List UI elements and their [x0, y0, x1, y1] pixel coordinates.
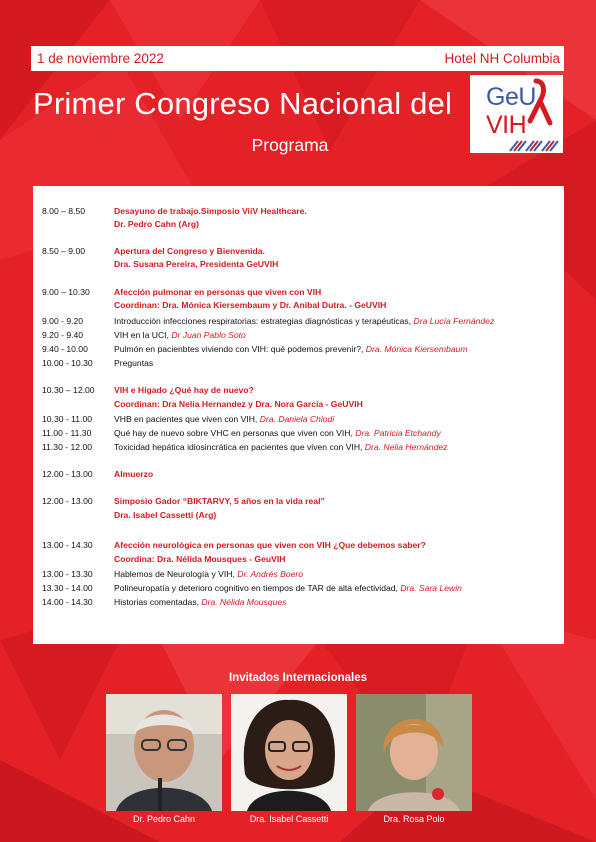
guests-heading: Invitados Internacionales: [228, 672, 368, 684]
program-text-part: VIH en la UCI,: [114, 330, 172, 340]
program-text-part: Dr. Pedro Cahn (Arg): [114, 219, 199, 229]
program-text-part: Qué hay de nuevo sobre VHC en personas que viven con VIH,: [114, 428, 356, 438]
program-row: [42, 469, 153, 479]
program-time: 11.00 - 11.30: [42, 428, 92, 438]
program-time: 12.00 - 13.00: [42, 496, 93, 506]
speaker-name: Dra. Daniela Chiodi: [259, 414, 335, 424]
guest-photo-3: [356, 694, 472, 811]
program-time: 9.40 - 10.00: [42, 344, 88, 354]
program-time: 11.30 - 12.00: [42, 442, 93, 452]
program-text-part: Preguntas: [114, 358, 154, 368]
program-row: [42, 399, 363, 409]
program-text: [114, 569, 303, 579]
guest-photo-1: [106, 694, 222, 811]
portrait-pedro-cahn: [106, 694, 222, 811]
program-text-part: VHB en pacientes que viven con VIH,: [114, 414, 260, 424]
portrait-rosa-polo: [356, 694, 472, 811]
program-text-part: Apertura del Congreso y Bienvenida.: [114, 246, 265, 256]
program-text: [114, 358, 153, 368]
program-time: 13.30 - 14.00: [42, 583, 93, 593]
program-row: [42, 569, 303, 579]
logo-text-bottom: VIH: [486, 111, 527, 139]
program-time: 9.20 - 9.40: [42, 330, 84, 340]
program-row: [42, 554, 285, 564]
program-text: [114, 540, 426, 550]
program-row: [42, 442, 447, 452]
program-time: 9.00 – 10.30: [42, 287, 90, 297]
program-row: [42, 597, 286, 607]
event-title: Primer Congreso Nacional del: [33, 86, 453, 121]
guest-name-3: Dra. Rosa Polo: [383, 814, 445, 824]
program-text-part: Polineuropatía y deterioro cognitivo en tiempos de TAR de alta efectividad,: [114, 583, 401, 593]
program-text: [114, 597, 286, 607]
program-text: [114, 330, 246, 340]
program-row: [42, 330, 246, 340]
program-text-part: Desayuno de trabajo.Simposio ViiV Healthcare.: [114, 206, 307, 216]
speaker-name: Dra Lucía Fernández: [413, 316, 495, 326]
program-text: [114, 399, 363, 409]
program-row: [42, 206, 307, 216]
program-row: [42, 428, 441, 438]
program-time: 10.30 - 11.00: [42, 414, 93, 424]
program-text-part: Afección pulmonar en personas que viven con VIH: [114, 287, 322, 297]
program-row: [42, 414, 334, 424]
program-time: 13.00 - 13.30: [42, 569, 93, 579]
program-text: [114, 385, 254, 395]
program-panel: [33, 186, 564, 644]
program-text-part: Hablemos de Neurología y VIH,: [114, 569, 238, 579]
program-text: [114, 496, 325, 506]
speaker-name: Dr. Andrés Boero: [237, 569, 304, 579]
program-text: [114, 344, 468, 354]
speaker-name: Dra. Sara Lewin: [400, 583, 462, 593]
event-date: 1 de noviembre 2022: [37, 51, 164, 66]
logo-text-top: GeU: [486, 83, 536, 111]
program-time: [42, 259, 114, 269]
program-text-part: Almuerzo: [114, 469, 154, 479]
program-time: [42, 219, 114, 229]
program-text: [114, 259, 278, 269]
program-text-part: Historias comentadas,: [114, 597, 202, 607]
program-text-part: Dra. Isabel Cassetti (Arg): [114, 510, 217, 520]
program-time: 8.50 – 9.00: [42, 246, 86, 256]
guest-name-2: Dra. Isabel Cassetti: [249, 814, 329, 824]
speaker-name: Dra. Patricia Etchandy: [355, 428, 441, 438]
program-text: [114, 414, 334, 424]
program-text: [114, 469, 153, 479]
program-text-part: VIH e Hígado ¿Qué hay de nuevo?: [114, 385, 254, 395]
program-text-part: Pulmón en pacienbtes viviendo con VIH: qué podemos prevenir?,: [114, 344, 366, 354]
program-text: [114, 219, 199, 229]
program-text: [114, 316, 494, 326]
program-row: [42, 510, 216, 520]
program-text: [114, 246, 265, 256]
event-venue: Hotel NH Columbia: [444, 51, 560, 66]
speaker-name: Dra. Nelia Hernández: [364, 442, 448, 452]
program-row: [42, 246, 265, 256]
program-row: [42, 219, 199, 229]
program-text: [114, 287, 321, 297]
program-text: [114, 583, 462, 593]
program-time: [42, 300, 114, 310]
program-row: [42, 583, 462, 593]
program-text-part: Simposio Gador “BIKTARVY, 5 años en la vida real”: [114, 496, 325, 506]
program-text: [114, 442, 447, 452]
speaker-name: Dr Juan Pablo Soto: [171, 330, 246, 340]
program-time: 10.00 - 10.30: [42, 358, 93, 368]
program-row: [42, 496, 325, 506]
program-time: [42, 510, 114, 520]
program-row: [42, 540, 426, 550]
program-row: [42, 358, 153, 368]
program-subtitle: Programa: [251, 135, 329, 155]
program-row: [42, 300, 386, 310]
geuvih-logo: [470, 75, 563, 153]
program-time: [42, 554, 114, 564]
guest-name-1: Dr. Pedro Cahn: [132, 814, 196, 824]
program-time: 9.00 - 9.20: [42, 316, 84, 326]
program-time: 14.00 - 14.30: [42, 597, 93, 607]
program-time: 13.00 - 14.30: [42, 540, 93, 550]
program-row: [42, 259, 278, 269]
program-time: 10.30 – 12.00: [42, 385, 95, 395]
program-text-part: Coordinan: Dra Nelia Hernandez y Dra. Nora García - GeUVIH: [114, 399, 363, 409]
program-text: [114, 300, 386, 310]
program-text-part: Introducción infecciones respiratorias: estrategias diagnósticas y terapéuticas,: [114, 316, 414, 326]
speaker-name: Dra. Mónica Kiersembaum: [365, 344, 468, 354]
program-row: [42, 344, 468, 354]
program-text-part: Dra. Susana Pereira, Presidenta GeUVIH: [114, 259, 279, 269]
program-text-part: Coordinan: Dra. Mónica Kiersembaum y Dr. Anibal Dutra. - GeUVIH: [114, 300, 387, 310]
speaker-name: Dra. Nélida Mousques: [201, 597, 287, 607]
program-row: [42, 316, 494, 326]
guest-photo-2: [231, 694, 347, 811]
program-row: [42, 287, 321, 297]
program-time: [42, 399, 114, 409]
program-text: [114, 510, 216, 520]
program-text: [114, 428, 441, 438]
portrait-isabel-cassetti: [231, 694, 347, 811]
header-bar: [31, 46, 564, 71]
program-time: 8.00 – 8.50: [42, 206, 86, 216]
program-time: 12.00 - 13.00: [42, 469, 93, 479]
program-text-part: Toxicidad hepática idiosincrática en pacientes que viven con VIH,: [114, 442, 365, 452]
program-text: [114, 206, 307, 216]
program-row: [42, 385, 254, 395]
program-text: [114, 554, 285, 564]
program-text-part: Coordina: Dra. Nélida Mousques - GeuVIH: [114, 554, 286, 564]
program-text-part: Afección neurológica en personas que viven con VIH ¿Que debemos saber?: [114, 540, 426, 550]
